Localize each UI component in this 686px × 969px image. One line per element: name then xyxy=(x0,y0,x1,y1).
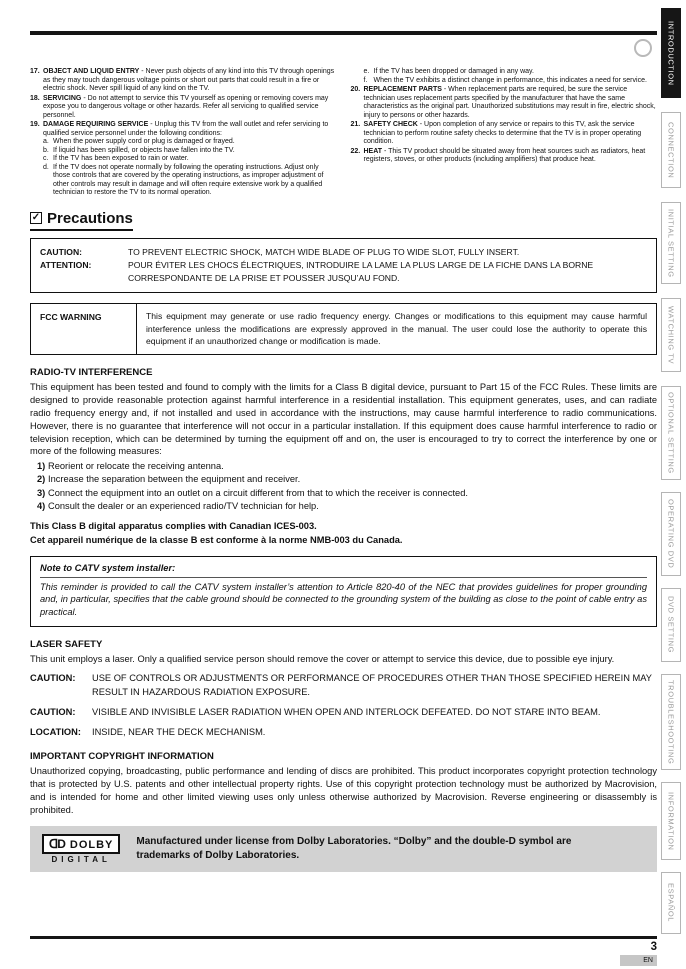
caution-attention-box xyxy=(30,238,657,293)
item-title: HEAT xyxy=(363,147,383,155)
item-number: 22. xyxy=(350,147,361,155)
safety-item-18 xyxy=(30,95,337,121)
language-badge: EN xyxy=(620,955,657,966)
sub-item-b: b. If liquid has been spilled, or objects have fallen into the TV. xyxy=(43,146,235,154)
dolby-digital-logo-icon xyxy=(42,834,120,864)
item-number: 20. xyxy=(350,86,361,94)
catv-note-title: Note to CATV system installer: xyxy=(40,562,647,578)
catv-note-box xyxy=(30,556,657,627)
measure-1: 1) Reorient or relocate the receiving antenna. xyxy=(37,461,224,472)
interference-heading: RADIO-TV INTERFERENCE xyxy=(30,367,153,379)
item-title: SAFETY CHECK xyxy=(363,121,418,129)
laser-safety-heading: LASER SAFETY xyxy=(30,638,103,650)
item-text: - When replacement parts are required, be sure the service technician uses replacement parts specified by the manufacturer that have the same characteristics as the original part. Unauthorized substitutions may result in fire, electric shock, injury to persons or other hazards. xyxy=(363,86,656,119)
canada-compliance xyxy=(30,520,657,547)
caution-label: CAUTION: xyxy=(40,246,83,257)
tab-operating-dvd: OPERATING DVD xyxy=(661,492,681,576)
item-title: OBJECT AND LIQUID ENTRY xyxy=(43,68,140,75)
measure-4: 4) Consult the dealer or an experienced radio/TV technician for help. xyxy=(37,500,319,511)
tab-watching-tv: WATCHING TV xyxy=(661,298,681,372)
interference-measures xyxy=(30,460,657,513)
tab-dvd-setting: DVD SETTING xyxy=(661,588,681,662)
item-title: DAMAGE REQUIRING SERVICE xyxy=(43,121,149,129)
copyright-body: Unauthorized copying, broadcasting, public performance and lending of discs are prohibited. This product incorporates copyright protection technology that is protected by U.S. patents and other intellectual property rights. Use of this copyright protection technology must be authorized by Macrovision, and is intended for home and other limited viewing uses only unless otherwise authorized by Macrovision. Reverse engineering or disassembly is prohibited. xyxy=(30,766,657,815)
safety-item-19 xyxy=(30,121,337,198)
sub-item-d: d. If the TV does not operate normally by following the operating instructions. Adjust only those controls that are covered by the operating instructions, as improper adjustment of other controls may result in damage and will often require extensive work by a qualified technician to restore the TV to its normal operation. xyxy=(43,163,324,197)
measure-3: 3) Connect the equipment into an outlet on a circuit different from that to which the receiver is connected. xyxy=(37,487,468,498)
item-text: - Do not attempt to service this TV yourself as opening or removing covers may expose you to dangerous voltage or other hazards. Refer all servicing to qualified service personnel. xyxy=(43,94,329,119)
tab-information: INFORMATION xyxy=(661,782,681,860)
registration-circle-icon xyxy=(634,39,652,57)
sub-item-e: e. If the TV has been dropped or damaged in any way. xyxy=(363,68,534,75)
page-number: 3 xyxy=(650,941,657,953)
dolby-digital-label: DIGITAL xyxy=(51,855,111,865)
fcc-warning-box xyxy=(30,303,657,356)
item-text: - Upon completion of any service or repairs to this TV, ask the service technician to perform routine safety checks to determine that the TV is in proper operating condition. xyxy=(363,121,642,146)
interference-body: This equipment has been tested and found to comply with the limits for a Class B digital device, pursuant to Part 15 of the FCC Rules. These limits are designed to provide reasonable protection against harmful interference in a residential installation. This equipment generates, uses, and can radiate radio frequency energy and, if not installed and used in accordance with the instructions, may cause harmful interference to radio communications. However, there is no guarantee that interference will not occur in a particular installation. If this equipment does cause harmful interference to radio or television reception, which can be determined by turning the equipment off and on, the user is encouraged to try to correct the interference by one or more of the following measures: xyxy=(30,382,657,457)
item-number: 19. xyxy=(30,121,40,129)
item-number: 17. xyxy=(30,68,40,75)
measure-2: 2) Increase the separation between the equipment and receiver. xyxy=(37,474,301,485)
safety-col-right xyxy=(351,68,658,199)
precautions-heading xyxy=(30,210,133,231)
top-rule xyxy=(30,31,657,35)
tab-connection: CONNECTION xyxy=(661,112,681,188)
catv-note-text: This reminder is provided to call the CATV system installer’s attention to Article 820-40 of the NEC that provides guidelines for proper grounding and, in particular, specifies that the cable ground should be connected to the grounding system of the building as close to the point of cable entry as practical. xyxy=(40,581,647,617)
safety-item-20 xyxy=(351,86,658,120)
dolby-license-box xyxy=(30,826,657,872)
attention-row xyxy=(40,259,647,285)
tab-troubleshooting: TROUBLESHOOTING xyxy=(661,674,681,770)
page-content xyxy=(30,68,657,872)
item-number: 18. xyxy=(30,94,40,102)
tab-introduction: INTRODUCTION xyxy=(661,8,681,98)
bottom-rule xyxy=(30,936,657,939)
checkbox-icon: ✓ xyxy=(31,212,41,224)
tab-initial-setting: INITIAL SETTING xyxy=(661,202,681,284)
safety-item-22 xyxy=(351,148,658,165)
safety-instructions xyxy=(30,68,657,199)
sub-conditions xyxy=(43,138,337,198)
tab-optional-setting: OPTIONAL SETTING xyxy=(661,386,681,480)
section-tab-bar xyxy=(660,0,684,969)
item-text: - Unplug this TV from the wall outlet and refer servicing to qualified service personnel under the following conditions: xyxy=(43,121,329,137)
item-text: - Never push objects of any kind into this TV through openings as they may touch dangerous voltage points or short out parts that could result in a fire or electric shock. Never spill liquid of any kind on the TV. xyxy=(43,68,335,93)
laser-safety-body: This unit employs a laser. Only a qualified service person should remove the cover or attempt to service this device, due to possible eye injury. xyxy=(30,653,615,664)
safety-item-21 xyxy=(351,121,658,147)
laser-caution-1: CAUTION: USE OF CONTROLS OR ADJUSTMENTS OR PERFORMANCE OF PROCEDURES OTHER THAN THOSE SPECIFIED HEREIN MAY RESULT IN HAZARDOUS RADIATION EXPOSURE. xyxy=(30,673,652,697)
attention-label: ATTENTION: xyxy=(40,259,92,270)
safety-col-left xyxy=(30,68,337,199)
item-title: REPLACEMENT PARTS xyxy=(363,86,442,94)
fcc-warning-text: This equipment may generate or use radio frequency energy. Changes or modifications to this equipment may cause harmful interference unless the modifications are expressly approved in the manual. The user could lose the authority to operate this equipment if an unauthorized change or modification is made. xyxy=(146,310,647,347)
fcc-warning-label: FCC WARNING xyxy=(31,304,137,355)
canada-compliance-fr: Cet appareil numérique de la classe B est conforme à la norme NMB-003 du Canada. xyxy=(30,534,403,545)
item-text: - This TV product should be situated away from heat sources such as radiators, heat registers, stoves, or other products (including amplifiers) that produce heat. xyxy=(363,147,646,164)
copyright-heading: IMPORTANT COPYRIGHT INFORMATION xyxy=(30,751,214,763)
laser-caution-2: CAUTION: VISIBLE AND INVISIBLE LASER RADIATION WHEN OPEN AND INTERLOCK DEFEATED. DO NOT STARE INTO BEAM. xyxy=(30,706,601,717)
dolby-license-text: Manufactured under license from Dolby Laboratories. “Dolby” and the double-D symbol are trademarks of Dolby Laboratories. xyxy=(136,836,572,862)
sub-item-f: f. When the TV exhibits a distinct change in performance, this indicates a need for service. xyxy=(363,76,647,84)
sub-item-a: a. When the power supply cord or plug is damaged or frayed. xyxy=(43,138,235,146)
dolby-wordmark: DOLBY xyxy=(69,839,114,852)
precautions-title: Precautions xyxy=(47,209,133,227)
caution-text: TO PREVENT ELECTRIC SHOCK, MATCH WIDE BLADE OF PLUG TO WIDE SLOT, FULLY INSERT. xyxy=(128,246,520,257)
sub-item-c: c. If the TV has been exposed to rain or water. xyxy=(43,155,189,163)
item-title: SERVICING xyxy=(43,94,82,102)
item-number: 21. xyxy=(350,121,361,129)
laser-location: LOCATION: INSIDE, NEAR THE DECK MECHANISM. xyxy=(30,726,266,737)
caution-row xyxy=(40,246,647,259)
sub-conditions-continued xyxy=(351,68,658,85)
canada-compliance-en: This Class B digital apparatus complies with Canadian ICES-003. xyxy=(30,521,317,532)
safety-item-17 xyxy=(30,68,337,94)
attention-text: POUR ÉVITER LES CHOCS ÉLECTRIQUES, INTRODUIRE LA LAME LA PLUS LARGE DE LA FICHE DANS LA BORNE CORRESPONDANTE DE LA PRISE ET POUSSER JUSQU’AU FOND. xyxy=(128,259,594,283)
double-d-symbol-icon: ᗡD xyxy=(49,837,65,852)
tab-espanol: ESPAÑOL xyxy=(661,872,681,934)
